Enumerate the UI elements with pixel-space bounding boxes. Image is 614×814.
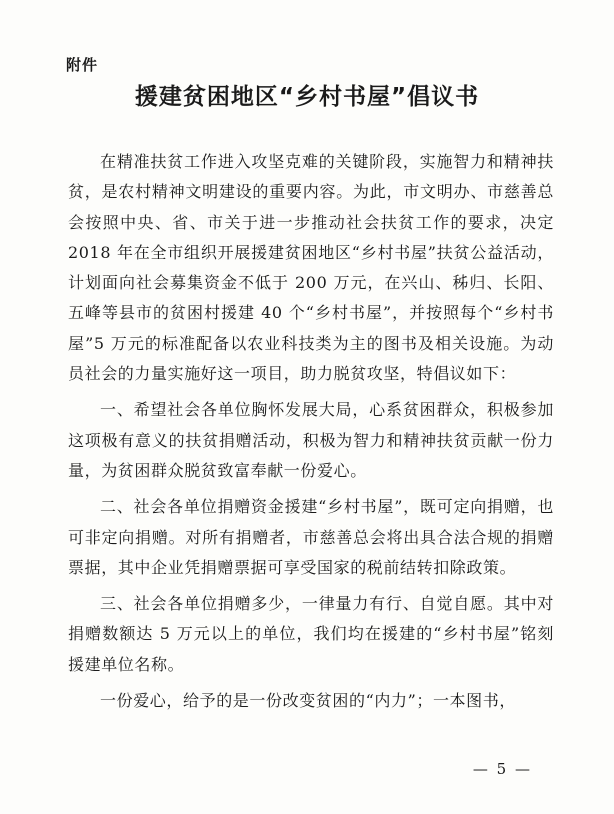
paragraph-closing: 一份爱心，给予的是一份改变贫困的“内力”；一本图书，: [100, 691, 516, 711]
paragraph-item-1: 一、希望社会各单位胸怀发展大局，心系贫困群众，积极参加这项极有意义的扶贫捐赠活动，积极为智力和精神扶贫贡献一份力量，为贫困群众脱贫致富奉献一份爱心。: [68, 400, 554, 480]
document-body: [68, 147, 554, 722]
attachment-label: 附件: [66, 56, 99, 74]
document-title: 援建贫困地区“乡村书屋”倡议书: [134, 84, 480, 110]
paragraph-item-2: 二、社会各单位捐赠资金援建“乡村书屋”，既可定向捐赠，也可非定向捐赠。对所有捐赠者，市慈善总会将出具合法合规的捐赠票据，其中企业凭捐赠票据可享受国家的税前结转扣除政策。: [68, 497, 554, 577]
paragraph-intro: 在精准扶贫工作进入攻坚克难的关键阶段，实施智力和精神扶贫，是农村精神文明建设的重要内容。为此，市文明办、市慈善总会按照中央、省、市关于进一步推动社会扶贫工作的要求，决定 2018 年在全市组织开展援建贫困地区“乡村书屋”扶贫公益活动，计划面向社会募集资金不低于 200 万元，在兴山、秭归、长阳、五峰等县市的贫困村援建 40 个“乡村书屋”，并按照每个“乡村书屋”5 万元的标准配备以农业科技类为主的图书及相关设施。为动员社会的力量实施好这一项目，助力脱贫攻坚，特倡议如下：: [68, 152, 554, 384]
page-number: — 5 —: [472, 760, 532, 778]
paragraph-item-3: 三、社会各单位捐赠多少，一律量力有行、自觉自愿。其中对捐赠数额达 5 万元以上的单位，我们均在援建的“乡村书屋”铭刻援建单位名称。: [68, 594, 554, 674]
